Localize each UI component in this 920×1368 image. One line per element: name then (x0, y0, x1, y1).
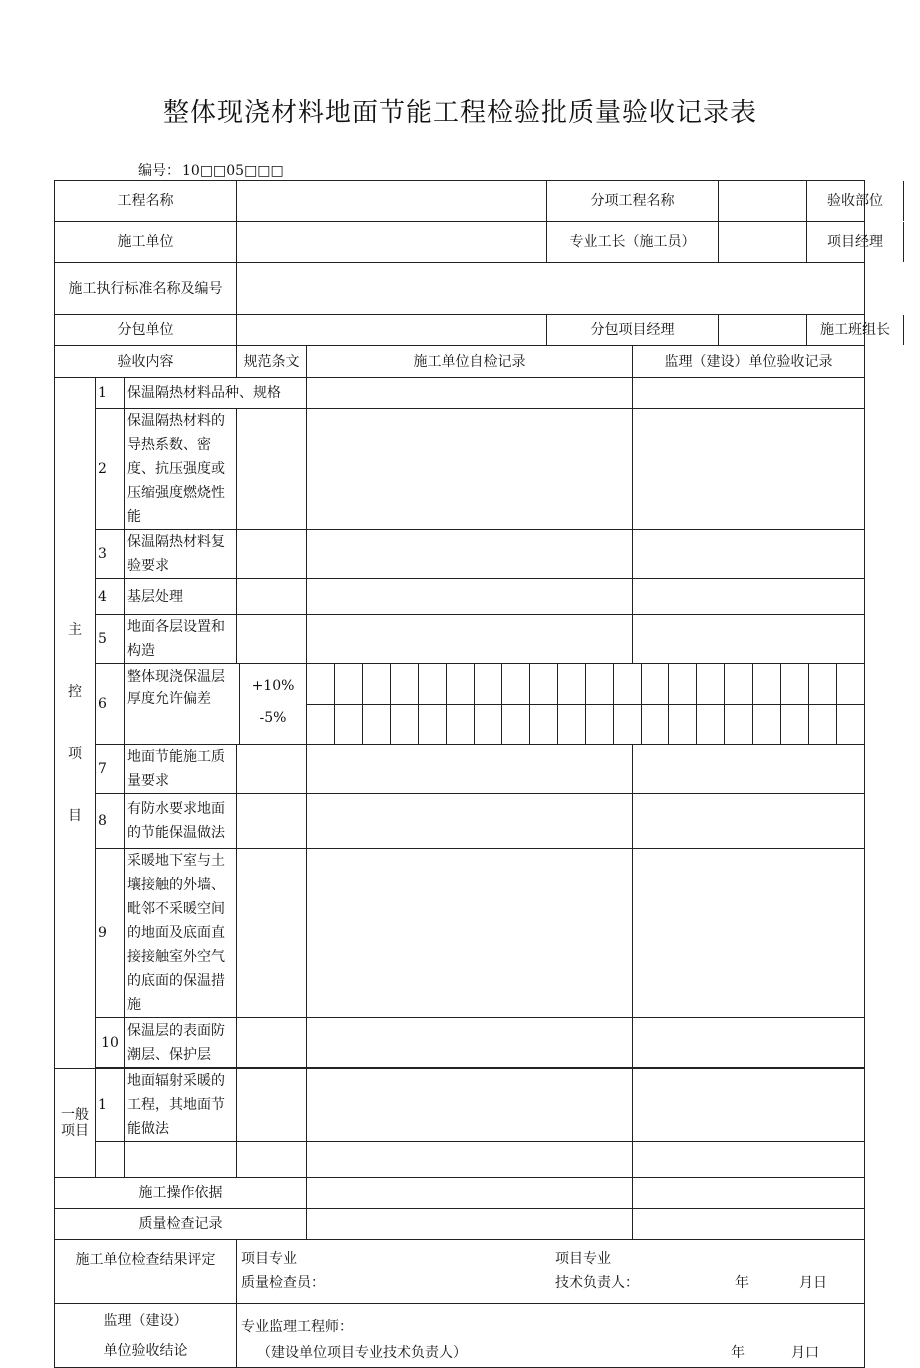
deviation-measure-cell[interactable] (530, 664, 558, 705)
item-number: 7 (96, 745, 125, 794)
sub-project-value[interactable] (719, 181, 884, 222)
standard-value[interactable] (237, 263, 865, 315)
deviation-measure-cell[interactable] (753, 664, 781, 705)
supervision-year: 年 (731, 1345, 746, 1361)
deviation-measure-cell[interactable] (558, 705, 586, 746)
self-check-cell[interactable] (307, 378, 633, 409)
construction-result-body[interactable] (237, 1240, 865, 1304)
supervision-month-day: 月口 (791, 1345, 820, 1361)
supervision-cell[interactable] (633, 1018, 865, 1068)
construction-year: 年 (735, 1275, 750, 1291)
self-check-cell[interactable] (307, 1069, 633, 1142)
item-number (96, 1142, 125, 1178)
code-value: 10□□05□□□ (182, 163, 284, 179)
item-number: 9 (96, 849, 125, 1018)
item-text: 地面辐射采暖的工程，其地面节能做法 (125, 1069, 237, 1142)
item-number: 1 (96, 378, 125, 409)
deviation-measure-cell[interactable] (391, 664, 419, 705)
sub-project-label: 分项工程名称 (547, 181, 719, 222)
deviation-measure-cell[interactable] (669, 705, 697, 746)
spec-cell[interactable] (237, 579, 307, 615)
deviation-measure-cell[interactable] (307, 664, 335, 705)
deviation-measure-cell[interactable] (753, 705, 781, 746)
deviation-measure-cell[interactable] (418, 664, 446, 705)
deviation-measure-cell[interactable] (418, 705, 446, 746)
deviation-measure-cell[interactable] (725, 664, 753, 705)
subcontract-unit-label: 分包单位 (55, 315, 237, 346)
spec-cell[interactable] (237, 530, 307, 579)
deviation-measure-cell[interactable] (585, 664, 613, 705)
spec-cell[interactable] (237, 794, 307, 849)
form-code (138, 160, 284, 180)
team-leader-label: 施工班组长 (807, 315, 904, 345)
supervision-label-line1: 监理（建设） (103, 1312, 188, 1329)
deviation-measure-cell[interactable] (446, 705, 474, 746)
acceptance-record-table (54, 180, 891, 1368)
spec-cell[interactable] (237, 615, 307, 664)
supervision-result-label (55, 1304, 237, 1368)
spec-cell[interactable] (237, 1069, 307, 1142)
construction-month-day: 月日 (799, 1275, 828, 1291)
item-text: 基层处理 (125, 579, 237, 615)
operation-basis-supervision[interactable] (633, 1178, 865, 1209)
col-spec-header: 规范条文 (237, 346, 307, 378)
self-check-cell[interactable] (307, 794, 633, 849)
item-text: 保温层的表面防潮层、保护层 (125, 1018, 237, 1068)
item-text: 地面节能施工质量要求 (125, 745, 237, 794)
deviation-measure-cell[interactable] (836, 705, 864, 746)
supervision-line2: （建设单位项目专业技术负责人） (257, 1345, 468, 1361)
deviation-measure-cell[interactable] (585, 705, 613, 746)
quality-record-supervision[interactable] (633, 1209, 865, 1240)
construction-right-line1: 项目专业 (555, 1251, 612, 1267)
supervision-cell[interactable] (633, 615, 865, 664)
deviation-measure-cell[interactable] (836, 664, 864, 705)
item-number: 4 (96, 579, 125, 615)
deviation-measure-cell[interactable] (335, 705, 363, 746)
supervision-cell[interactable] (633, 1069, 865, 1142)
spec-cell[interactable] (237, 1018, 307, 1068)
col-content-header: 验收内容 (55, 346, 237, 378)
spec-cell[interactable] (237, 849, 307, 1018)
item-number: 2 (96, 409, 125, 530)
item-text: 保温隔热材料品种、规格 (125, 378, 307, 409)
operation-basis-label: 施工操作依据 (55, 1178, 307, 1209)
supervision-cell[interactable] (633, 745, 865, 794)
spec-cell[interactable] (237, 1142, 307, 1178)
item-text: 保温隔热材料复验要求 (125, 530, 237, 579)
item-text: 整体现浇保温层厚度允许偏差 (125, 664, 240, 744)
accept-part-label: 验收部位 (807, 181, 904, 221)
supervision-cell[interactable] (633, 530, 865, 579)
item-number: 6 (96, 664, 125, 745)
thickness-deviation-grid[interactable] (307, 664, 865, 745)
subcontract-pm-label: 分包项目经理 (547, 315, 719, 346)
self-check-cell[interactable] (307, 579, 633, 615)
self-check-cell[interactable] (307, 849, 633, 1018)
item-number: 5 (96, 615, 125, 664)
supervision-cell[interactable] (633, 378, 865, 409)
deviation-measure-cell[interactable] (446, 664, 474, 705)
supervision-label-line2: 单位验收结论 (103, 1342, 188, 1359)
quality-record-label: 质量检查记录 (55, 1209, 307, 1240)
item-text: 保温隔热材料的导热系数、密度、抗压强度或压缩强度燃烧性能 (125, 409, 237, 530)
item-text[interactable] (125, 1142, 237, 1178)
item-text: 地面各层设置和构造 (125, 615, 237, 664)
construction-left-line1: 项目专业 (241, 1251, 298, 1267)
deviation-measure-cell[interactable] (808, 664, 836, 705)
self-check-cell[interactable] (307, 615, 633, 664)
subcontract-unit-value[interactable] (237, 315, 547, 346)
item-text: 采暖地下室与土壤接触的外墙、毗邻不采暖空间的地面及底面直接接触室外空气的底面的保温措施 (125, 849, 237, 1018)
self-check-cell[interactable] (307, 745, 633, 794)
construction-left-line2: 质量检查员： (241, 1275, 326, 1291)
construction-unit-label: 施工单位 (55, 222, 237, 263)
code-label: 编号： (138, 163, 180, 179)
deviation-measure-cell[interactable] (502, 705, 530, 746)
self-check-cell[interactable] (307, 530, 633, 579)
supervision-result-body[interactable] (237, 1304, 865, 1368)
deviation-measure-cell[interactable] (725, 705, 753, 746)
foreman-value[interactable] (719, 222, 884, 263)
tolerance-plus: +10% (251, 678, 295, 694)
deviation-measure-cell[interactable] (391, 705, 419, 746)
deviation-measure-grid[interactable] (307, 664, 864, 745)
supervision-line1: 专业监理工程师： (241, 1319, 354, 1335)
supervision-cell[interactable] (633, 579, 865, 615)
deviation-measure-cell[interactable] (641, 705, 669, 746)
deviation-measure-cell[interactable] (669, 664, 697, 705)
deviation-measure-cell[interactable] (502, 664, 530, 705)
deviation-measure-cell[interactable] (641, 664, 669, 705)
spec-cell[interactable] (237, 409, 307, 530)
deviation-measure-cell[interactable] (613, 705, 641, 746)
deviation-measure-cell[interactable] (474, 705, 502, 746)
deviation-measure-cell[interactable] (697, 664, 725, 705)
supervision-cell[interactable] (633, 1142, 865, 1178)
deviation-measure-cell[interactable] (363, 664, 391, 705)
self-check-cell[interactable] (307, 409, 633, 530)
col-self-check-header: 施工单位自检记录 (307, 346, 633, 378)
item-number: 8 (96, 794, 125, 849)
construction-right-line2: 技术负责人： (555, 1275, 640, 1291)
deviation-measure-cell[interactable] (697, 705, 725, 746)
deviation-measure-cell[interactable] (335, 664, 363, 705)
deviation-measure-cell[interactable] (530, 705, 558, 746)
deviation-measure-cell[interactable] (613, 664, 641, 705)
item-number: 1 (96, 1069, 125, 1142)
project-name-label: 工程名称 (55, 181, 237, 222)
tolerance-minus: -5% (259, 710, 287, 726)
supervision-cell[interactable] (633, 849, 865, 1018)
form-title: 整体现浇材料地面节能工程检验批质量验收记录表 (162, 98, 757, 128)
supervision-cell[interactable] (633, 794, 865, 849)
construction-unit-value[interactable] (237, 222, 547, 263)
project-name-value[interactable] (237, 181, 547, 222)
self-check-cell[interactable] (307, 1018, 633, 1068)
deviation-measure-cell[interactable] (363, 705, 391, 746)
item-number: 3 (96, 530, 125, 579)
subcontract-pm-value[interactable] (719, 315, 891, 346)
operation-basis-self[interactable] (307, 1178, 633, 1209)
general-items-label: 一般项目 (55, 1069, 96, 1178)
main-items-label: 主 控 项 目 (55, 378, 96, 1069)
self-check-cell[interactable] (307, 1142, 633, 1178)
deviation-measure-cell[interactable] (558, 664, 586, 705)
standard-label: 施工执行标准名称及编号 (55, 263, 237, 315)
construction-result-label: 施工单位检查结果评定 (55, 1240, 237, 1304)
spec-cell[interactable] (237, 745, 307, 794)
supervision-cell[interactable] (633, 409, 865, 530)
deviation-measure-cell[interactable] (474, 664, 502, 705)
deviation-measure-cell[interactable] (808, 705, 836, 746)
col-supervision-header: 监理（建设）单位验收记录 (633, 346, 865, 378)
item-number: 10 (96, 1018, 125, 1068)
deviation-measure-cell[interactable] (780, 705, 808, 746)
quality-record-self[interactable] (307, 1209, 633, 1240)
foreman-label: 专业工长（施工员） (547, 222, 719, 263)
deviation-measure-cell[interactable] (307, 705, 335, 746)
project-manager-label: 项目经理 (807, 222, 904, 262)
item-text: 有防水要求地面的节能保温做法 (125, 794, 237, 849)
deviation-measure-cell[interactable] (780, 664, 808, 705)
